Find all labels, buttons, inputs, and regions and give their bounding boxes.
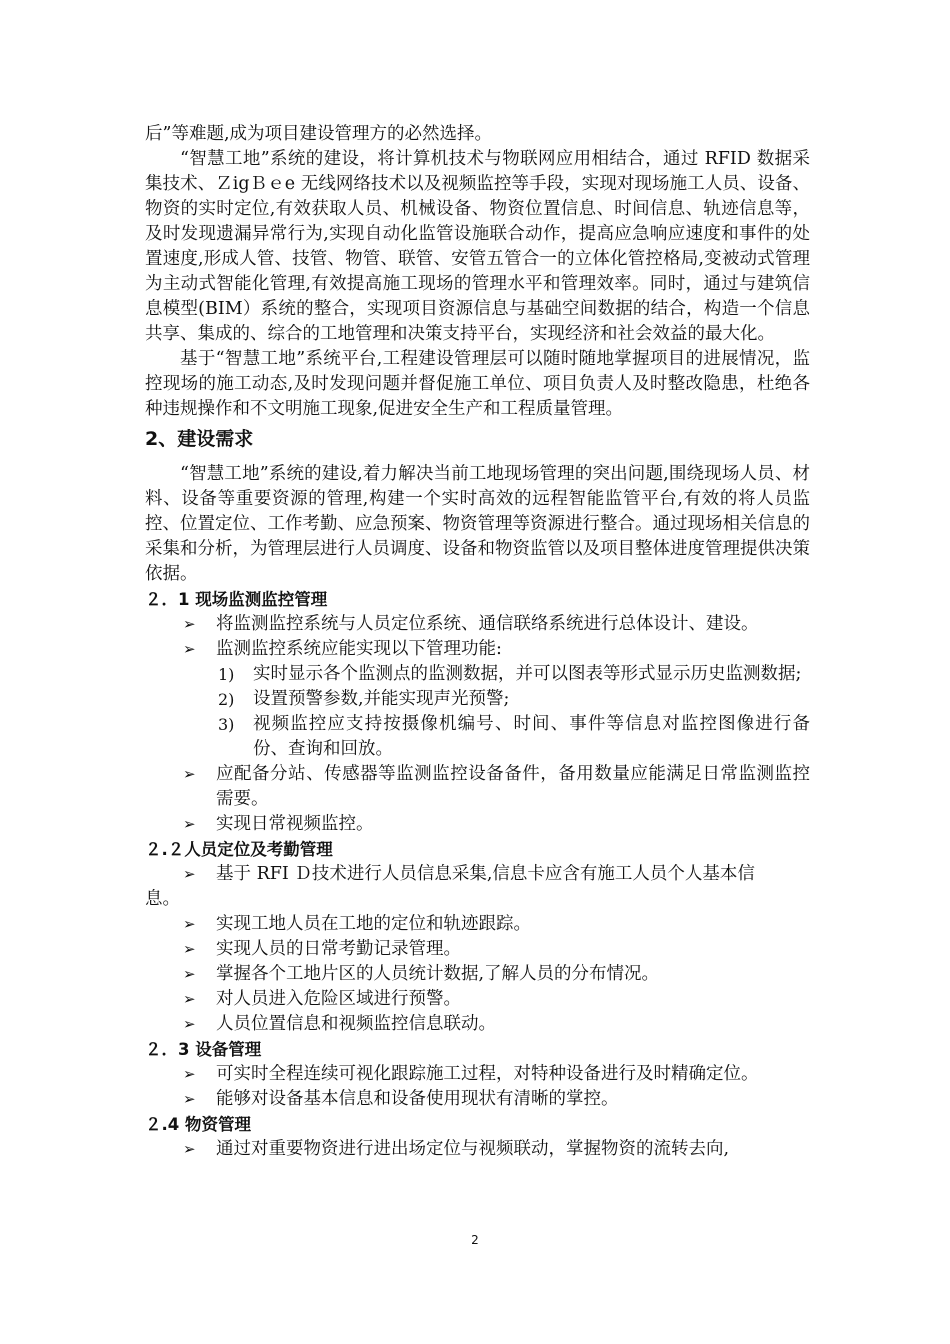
section-heading-requirements: 2、建设需求 — [145, 428, 254, 450]
arrow-bullet-icon: ➢ — [183, 965, 196, 983]
arrow-bullet-icon: ➢ — [183, 615, 196, 633]
list-item: ➢ 掌握各个工地片区的人员统计数据,了解人员的分布情况。 — [183, 962, 810, 987]
list-item: ➢ 监测监控系统应能实现以下管理功能: — [183, 637, 810, 662]
list-item: ➢ 实现日常视频监控。 — [183, 812, 810, 837]
arrow-bullet-icon: ➢ — [183, 865, 196, 883]
list-item: ➢ 基于 RFI Ｄ技术进行人员信息采集,信息卡应含有施工人员个人基本信 — [183, 862, 810, 887]
list-item: ➢ 可实时全程连续可视化跟踪施工过程，对特种设备进行及时精确定位。 — [183, 1062, 810, 1087]
arrow-bullet-icon: ➢ — [183, 990, 196, 1008]
arrow-bullet-icon: ➢ — [183, 1140, 196, 1158]
arrow-bullet-icon: ➢ — [183, 815, 196, 833]
list-item: ➢ 实现工地人员在工地的定位和轨迹跟踪。 — [183, 912, 810, 937]
list-item: ➢ 通过对重要物资进行进出场定位与视频联动，掌握物资的流转去向, — [183, 1137, 810, 1162]
arrow-bullet-icon: ➢ — [183, 1065, 196, 1083]
list-item: ➢ 实现人员的日常考勤记录管理。 — [183, 937, 810, 962]
page-number: 2 — [471, 1233, 479, 1247]
list-item: ➢ 能够对设备基本信息和设备使用现状有清晰的掌控。 — [183, 1087, 810, 1112]
numbered-item: 3) 视频监控应支持按摄像机编号、时间、事件等信息对监控图像进行备份、查询和回放。 — [218, 714, 810, 759]
numbered-item: 1) 实时显示各个监测点的监测数据，并可以图表等形式显示历史监测数据; — [218, 664, 802, 684]
list-item: ➢ 对人员进入危险区域进行预警。 — [183, 987, 810, 1012]
arrow-bullet-icon: ➢ — [183, 640, 196, 658]
paragraph-platform: 基于“智慧工地”系统平台,工程建设管理层可以随时随地掌握项目的进展情况，监控现场的施工动态,及时发现问题并督促施工单位、项目负责人及时整改隐患，杜绝各种违规操作和不文明施工现象,促进安全生产和工程质量管理。 — [145, 349, 810, 419]
subsection-heading-site-monitoring: ２．1 现场监测监控管理 — [145, 590, 328, 609]
arrow-bullet-icon: ➢ — [183, 915, 196, 933]
paragraph-continued: 后”等难题,成为项目建设管理方的必然选择。 — [145, 124, 493, 144]
paragraph-requirements-intro: “智慧工地”系统的建设,着力解决当前工地现场管理的突出问题,围绕现场人员、材料、设备等重要资源的管理,构建一个实时高效的远程智能监管平台,有效的将人员监控、位置定位、工作考勤、应急预案、物资管理等资源进行整合。通过现场相关信息的采集和分析，为管理层进行人员调度、设备和物资监管以及项目整体进度管理提供决策依据。 — [145, 464, 810, 584]
arrow-bullet-icon: ➢ — [183, 940, 196, 958]
list-item: ➢ 应配备分站、传感器等监测监控设备备件，备用数量应能满足日常监测监控需要。 — [183, 762, 810, 812]
numbered-item: 2) 设置预警参数,并能实现声光预警; — [218, 689, 510, 709]
list-item: ➢ 将监测监控系统与人员定位系统、通信联络系统进行总体设计、建设。 — [183, 612, 810, 637]
list-item-continuation: 息。 — [145, 889, 180, 909]
paragraph-smart-site: “智慧工地”系统的建设，将计算机技术与物联网应用相结合，通过 RFID 数据采集技术、ＺigＢｅe 无线网络技术以及视频监控等手段，实现对现场施工人员、设备、物资的实时定位,有效获取人员、机械设备、物资位置信息、时间信息、轨迹信息等，及时发现遗漏异常行为,实现自动化监管设施联合动作，提高应急响应速度和事件的处置速度,形成人管、技管、物管、联管、安管五管合一的立体化管控格局,变被动式管理为主动式智能化管理,有效提高施工现场的管理水平和管理效率。同时，通过与建筑信息模型(BIM）系统的整合，实现项目资源信息与基础空间数据的结合，构造一个信息共享、集成的、综合的工地管理和决策支持平台，实现经济和社会效益的最大化。 — [145, 149, 810, 344]
arrow-bullet-icon: ➢ — [183, 1090, 196, 1108]
subsection-heading-equipment: ２．3 设备管理 — [145, 1040, 262, 1059]
page-content — [145, 122, 810, 1162]
subsection-heading-materials: ２.4 物资管理 — [145, 1115, 251, 1134]
list-item: ➢ 人员位置信息和视频监控信息联动。 — [183, 1012, 810, 1037]
arrow-bullet-icon: ➢ — [183, 1015, 196, 1033]
arrow-bullet-icon: ➢ — [183, 765, 196, 783]
subsection-heading-personnel: ２.２人员定位及考勤管理 — [145, 840, 333, 859]
